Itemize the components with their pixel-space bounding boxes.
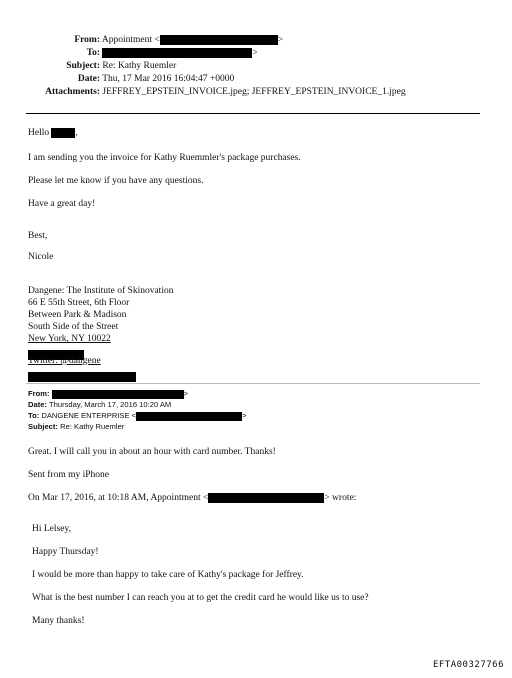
forward-subject-label: Subject: [28, 422, 58, 431]
header-date-value: Thu, 17 Mar 2016 16:04:47 +0000 [102, 74, 235, 84]
quoted-line-1: Happy Thursday! [32, 547, 99, 557]
quoted-line-4: Many thanks! [32, 616, 85, 626]
header-attachments-label: Attachments: [45, 87, 100, 97]
redaction-bar [28, 372, 136, 382]
header-from-suffix: > [277, 35, 284, 45]
message-line-3: Have a great day! [28, 199, 96, 209]
header-subject-label: Subject: [66, 61, 100, 71]
message-signoff: Best, [28, 231, 48, 241]
forward-from-suffix: > [183, 389, 189, 398]
forward-to-value: DANGENE ENTERPRISE < [41, 411, 137, 420]
header-to-row [0, 47, 258, 59]
header-subject-row [0, 60, 176, 72]
header-divider [26, 113, 480, 114]
message-line-1: I am sending you the invoice for Kathy Ruemmler's package purchases. [28, 153, 301, 163]
forward-divider [26, 383, 480, 384]
redaction-bar [160, 35, 278, 45]
forward-body-2: Sent from my iPhone [28, 470, 110, 480]
header-subject-value: Re: Kathy Ruemler [102, 61, 177, 71]
forward-to-row [28, 411, 247, 421]
redaction-bar [208, 493, 324, 503]
quote-intro [28, 492, 356, 504]
header-date-row [0, 73, 234, 85]
bates-number: EFTA00327766 [432, 660, 504, 670]
message-line-2: Please let me know if you have any questions. [28, 176, 204, 186]
quote-intro-prefix: On Mar 17, 2016, at 10:18 AM, Appointment < [28, 493, 209, 503]
quoted-greeting: Hi Lelsey, [32, 524, 71, 534]
forward-date-value: Thursday, March 17, 2016 10:20 AM [48, 400, 172, 409]
quoted-line-2: I would be more than happy to take care of Kathy's package for Jeffrey. [32, 570, 304, 580]
header-date-label: Date: [77, 74, 100, 84]
forward-date-row [28, 400, 171, 410]
signature-address-4: New York, NY 10022 [28, 334, 111, 344]
forward-body-1: Great. I will call you in about an hour with card number. Thanks! [28, 447, 276, 457]
header-from-value: Appointment < [101, 35, 160, 45]
signature-address-3: South Side of the Street [28, 322, 119, 332]
quote-intro-suffix: > wrote: [324, 493, 357, 503]
forward-date-label: Date: [28, 400, 47, 409]
forward-to-suffix: > [242, 411, 247, 420]
quoted-line-3: What is the best number I can reach you at to get the credit card he would like us to use? [32, 593, 369, 603]
redaction-bar [52, 390, 184, 399]
forward-from-row [28, 389, 188, 399]
redaction-bar [102, 48, 252, 58]
forward-from-label: From: [28, 389, 50, 398]
header-attachments-value: JEFFREY_EPSTEIN_INVOICE.jpeg; JEFFREY_EPSTEIN_INVOICE_1.jpeg [102, 87, 406, 97]
redaction-bar [136, 412, 242, 421]
forward-to-label: To: [28, 411, 40, 420]
forward-subject-value: Re: Kathy Ruemler [60, 422, 125, 431]
redaction-bar [51, 128, 78, 138]
signature-address-2: Between Park & Madison [28, 310, 127, 320]
signature-address-1: 66 E 55th Street, 6th Floor [28, 298, 130, 308]
header-to-label: To: [86, 48, 100, 58]
signature-company: Dangene: The Institute of Skinovation [28, 286, 174, 296]
header-attachments-row [0, 86, 406, 98]
forward-subject-row [28, 422, 124, 432]
header-from-row [0, 34, 283, 46]
signature-twitter: Twitter: @dangene [28, 356, 101, 366]
message-greeting [28, 127, 78, 139]
greeting-text: Hello [28, 128, 50, 138]
header-from-label: From: [74, 35, 100, 45]
greeting-comma: , [75, 128, 78, 138]
header-to-suffix: > [252, 48, 258, 58]
message-name: Nicole [28, 252, 54, 262]
